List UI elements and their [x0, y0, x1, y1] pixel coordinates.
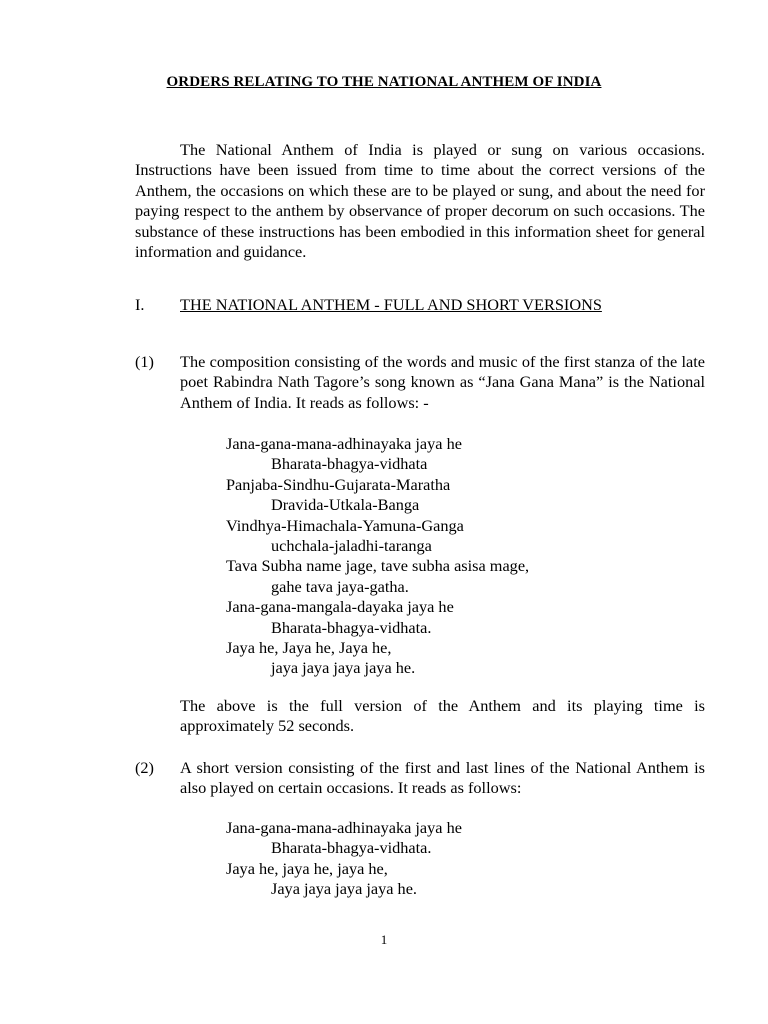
- paragraph-2-text: A short version consisting of the first and last lines of the National Anthem is also played on certain occasions. It reads as follows:: [180, 758, 705, 798]
- paragraph-1-number: (1): [135, 352, 154, 371]
- verse-line: jaya jaya jaya jaya he.: [271, 658, 416, 678]
- verse-line: Jana-gana-mana-adhinayaka jaya he: [226, 434, 462, 453]
- verse-line: Jana-gana-mana-adhinayaka jaya he: [226, 818, 462, 837]
- verse-line: Jaya jaya jaya jaya he.: [271, 879, 417, 899]
- verse-line: Jaya he, jaya he, jaya he,: [226, 858, 388, 878]
- section-number: I.: [135, 295, 145, 314]
- verse-line: Vindhya-Himachala-Yamuna-Ganga: [226, 515, 464, 535]
- paragraph-2-number: (2): [135, 758, 154, 777]
- short-version-verse: [226, 818, 462, 900]
- verse-line: Jaya he, Jaya he, Jaya he,: [226, 638, 392, 658]
- section-heading: THE NATIONAL ANTHEM - FULL AND SHORT VERSIONS: [180, 295, 602, 314]
- page-number: 1: [380, 932, 388, 947]
- intro-paragraph: The National Anthem of India is played or sung on various occasions. Instructions have been issued from time to time about the correct versions of the Anthem, the occasions on which these are to be played or sung, and about the need for paying respect to the anthem by observance of proper decorum on such occasions. The substance of these instructions has been embodied in this information sheet for general information and guidance.: [135, 140, 705, 262]
- paragraph-1-text: The composition consisting of the words and music of the first stanza of the late poet Rabindra Nath Tagore’s song known as “Jana Gana Mana” is the National Anthem of India. It reads as follows: -: [180, 352, 705, 412]
- verse-line: Panjaba-Sindhu-Gujarata-Maratha: [226, 474, 451, 494]
- verse-line: Bharata-bhagya-vidhata.: [271, 617, 432, 637]
- verse-line: Dravida-Utkala-Banga: [271, 495, 420, 515]
- verse-line: gahe tava jaya-gatha.: [271, 576, 409, 596]
- verse-line: uchchala-jaladhi-taranga: [271, 536, 432, 556]
- document-title: ORDERS RELATING TO THE NATIONAL ANTHEM OF INDIA: [166, 74, 602, 90]
- full-version-note: The above is the full version of the Anthem and its playing time is approximately 52 seconds.: [180, 696, 705, 736]
- verse-line: Tava Subha name jage, tave subha asisa mage,: [226, 556, 530, 576]
- verse-line: Bharata-bhagya-vidhata.: [271, 838, 432, 858]
- verse-line: Jana-gana-mangala-dayaka jaya he: [226, 597, 454, 617]
- full-version-verse: [226, 434, 529, 679]
- verse-line: Bharata-bhagya-vidhata: [271, 454, 428, 474]
